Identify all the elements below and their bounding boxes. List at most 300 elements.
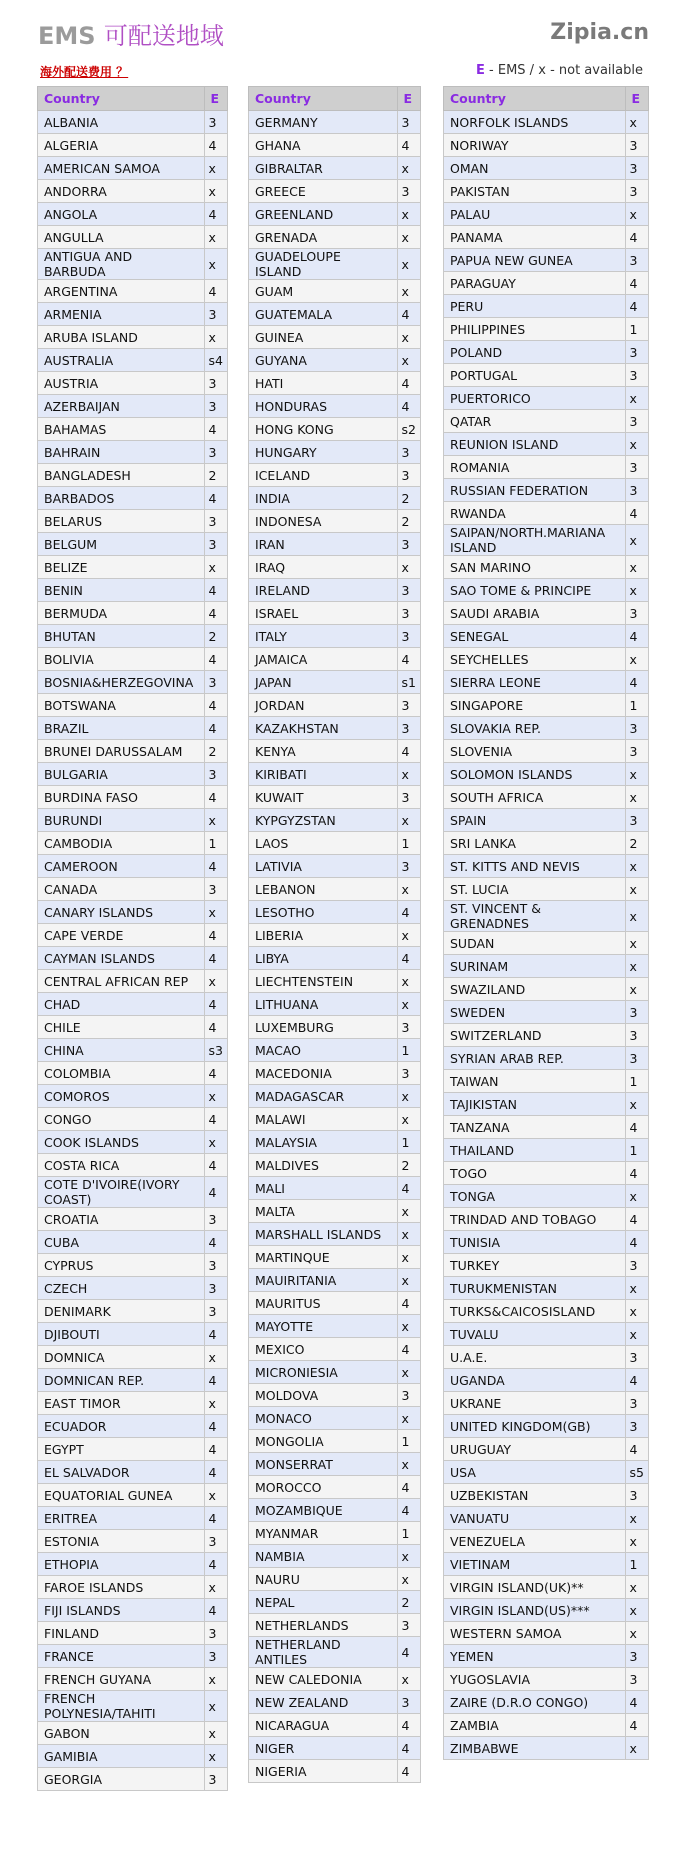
- table-row: [444, 272, 649, 295]
- ems-zone-value: 3: [397, 441, 420, 464]
- ems-zone-value: x: [625, 1622, 648, 1645]
- country-name: ESTONIA: [38, 1530, 205, 1553]
- ems-zone-value: 4: [204, 1438, 227, 1461]
- country-name: SINGAPORE: [444, 694, 626, 717]
- country-name: CHILE: [38, 1016, 205, 1039]
- ems-zone-value: x: [625, 1093, 648, 1116]
- ems-zone-value: 4: [204, 1507, 227, 1530]
- ems-zone-value: x: [397, 249, 420, 280]
- ems-zone-value: 4: [625, 295, 648, 318]
- table-row: [38, 786, 228, 809]
- table-row: [249, 1522, 421, 1545]
- ems-zone-value: 4: [204, 487, 227, 510]
- ems-zone-value: x: [204, 1085, 227, 1108]
- overseas-fee-link[interactable]: 海外配送费用 ？: [40, 65, 129, 79]
- table-row: [38, 1016, 228, 1039]
- table-row: [444, 1185, 649, 1208]
- country-name: PUERTORICO: [444, 387, 626, 410]
- ems-zone-value: x: [204, 970, 227, 993]
- ems-zone-value: 4: [625, 671, 648, 694]
- country-name: HATI: [249, 372, 398, 395]
- country-name: COMOROS: [38, 1085, 205, 1108]
- ems-zone-value: 4: [397, 1499, 420, 1522]
- country-column-header: Country: [38, 87, 205, 111]
- country-name: MONSERRAT: [249, 1453, 398, 1476]
- table-row: [38, 924, 228, 947]
- table-row: [38, 510, 228, 533]
- table-row: [444, 602, 649, 625]
- country-name: DENIMARK: [38, 1300, 205, 1323]
- table-row: [249, 1760, 421, 1783]
- country-name: CANADA: [38, 878, 205, 901]
- ems-zone-value: 3: [397, 464, 420, 487]
- country-name: MAYOTTE: [249, 1315, 398, 1338]
- country-name: CENTRAL AFRICAN REP: [38, 970, 205, 993]
- ems-zone-value: 3: [397, 1614, 420, 1637]
- ems-zone-value: 1: [625, 1070, 648, 1093]
- ems-zone-value: 3: [625, 157, 648, 180]
- ems-zone-value: 4: [397, 1737, 420, 1760]
- ems-zone-value: 3: [397, 533, 420, 556]
- table-row: [444, 1553, 649, 1576]
- country-name: ROMANIA: [444, 456, 626, 479]
- table-row: [249, 349, 421, 372]
- country-name: VIRGIN ISLAND(UK)**: [444, 1576, 626, 1599]
- table-row: [444, 1691, 649, 1714]
- country-name: NAURU: [249, 1568, 398, 1591]
- ems-zone-value: 3: [397, 579, 420, 602]
- table-row: [444, 955, 649, 978]
- country-name: NIGERIA: [249, 1760, 398, 1783]
- country-name: GUYANA: [249, 349, 398, 372]
- country-name: MALI: [249, 1177, 398, 1200]
- ems-zone-value: 3: [397, 717, 420, 740]
- ems-zone-value: x: [397, 1269, 420, 1292]
- ems-zone-value: 1: [625, 694, 648, 717]
- ems-zone-value: x: [204, 157, 227, 180]
- table-row: [444, 855, 649, 878]
- country-name: BURDINA FASO: [38, 786, 205, 809]
- country-name: SYRIAN ARAB REP.: [444, 1047, 626, 1070]
- table-row: [38, 1323, 228, 1346]
- country-name: FRENCH GUYANA: [38, 1668, 205, 1691]
- ems-zone-value: 4: [204, 418, 227, 441]
- country-name: BOLIVIA: [38, 648, 205, 671]
- table-row: [38, 579, 228, 602]
- ems-zone-value: 4: [204, 602, 227, 625]
- country-name: URUGUAY: [444, 1438, 626, 1461]
- country-name: GEORGIA: [38, 1768, 205, 1791]
- ems-zone-value: x: [397, 556, 420, 579]
- ems-zone-value: 3: [204, 372, 227, 395]
- ems-zone-value: x: [625, 1507, 648, 1530]
- table-row: [249, 249, 421, 280]
- country-name: QATAR: [444, 410, 626, 433]
- country-name: ERITREA: [38, 1507, 205, 1530]
- table-row: [38, 878, 228, 901]
- country-name: ARGENTINA: [38, 280, 205, 303]
- table-row: [38, 249, 228, 280]
- table-row: [249, 134, 421, 157]
- country-name: GUAM: [249, 280, 398, 303]
- ems-zone-value: 4: [625, 272, 648, 295]
- table-row: [249, 1737, 421, 1760]
- table-row: [38, 533, 228, 556]
- country-name: ALBANIA: [38, 111, 205, 134]
- ems-zone-value: x: [204, 1131, 227, 1154]
- ems-zone-value: x: [397, 1223, 420, 1246]
- table-row: [38, 901, 228, 924]
- table-row: [38, 602, 228, 625]
- country-name: GREECE: [249, 180, 398, 203]
- country-name: BERMUDA: [38, 602, 205, 625]
- country-name: REUNION ISLAND: [444, 433, 626, 456]
- country-name: EL SALVADOR: [38, 1461, 205, 1484]
- ems-zone-value: 3: [625, 740, 648, 763]
- table-row: [444, 671, 649, 694]
- ems-zone-value: x: [625, 932, 648, 955]
- country-name: PALAU: [444, 203, 626, 226]
- table-row: [444, 318, 649, 341]
- country-name: BOSNIA&HERZEGOVINA: [38, 671, 205, 694]
- table-row: [38, 1484, 228, 1507]
- ems-zone-value: x: [204, 1484, 227, 1507]
- ems-zone-value: x: [397, 326, 420, 349]
- country-name: WESTERN SAMOA: [444, 1622, 626, 1645]
- ems-zone-value: 3: [625, 341, 648, 364]
- country-name: BELGUM: [38, 533, 205, 556]
- table-row: [249, 579, 421, 602]
- table-row: [38, 1277, 228, 1300]
- country-name: BAHRAIN: [38, 441, 205, 464]
- country-name: ALGERIA: [38, 134, 205, 157]
- country-name: GABON: [38, 1722, 205, 1745]
- country-name: BURUNDI: [38, 809, 205, 832]
- country-name: UKRANE: [444, 1392, 626, 1415]
- ems-zone-value: x: [397, 1407, 420, 1430]
- country-name: TOGO: [444, 1162, 626, 1185]
- country-name: ST. VINCENT & GRENADNES: [444, 901, 626, 932]
- table-row: [444, 832, 649, 855]
- country-name: PHILIPPINES: [444, 318, 626, 341]
- ems-zone-value: 3: [625, 410, 648, 433]
- country-name: LATIVIA: [249, 855, 398, 878]
- ems-zone-value: x: [625, 1530, 648, 1553]
- country-name: JORDAN: [249, 694, 398, 717]
- table-row: [38, 1415, 228, 1438]
- country-name: VANUATU: [444, 1507, 626, 1530]
- table-row: [444, 786, 649, 809]
- country-name: COLOMBIA: [38, 1062, 205, 1085]
- country-name: HUNGARY: [249, 441, 398, 464]
- ems-zone-value: 4: [204, 993, 227, 1016]
- ems-zone-value: x: [625, 1576, 648, 1599]
- ems-zone-value: 2: [397, 1154, 420, 1177]
- ems-zone-value: 4: [625, 1438, 648, 1461]
- country-name: CAYMAN ISLANDS: [38, 947, 205, 970]
- ems-zone-value: x: [397, 763, 420, 786]
- legend-e-text: - EMS /: [489, 63, 535, 78]
- country-name: GUATEMALA: [249, 303, 398, 326]
- ems-zone-value: 4: [397, 901, 420, 924]
- country-name: SOUTH AFRICA: [444, 786, 626, 809]
- table-row: [249, 694, 421, 717]
- ems-column-header: E: [397, 87, 420, 111]
- table-row: [249, 1545, 421, 1568]
- table-row: [249, 556, 421, 579]
- ems-zone-value: x: [625, 203, 648, 226]
- table-row: [249, 1668, 421, 1691]
- country-name: IRAN: [249, 533, 398, 556]
- country-name: MOLDOVA: [249, 1384, 398, 1407]
- table-row: [38, 1392, 228, 1415]
- country-name: NEPAL: [249, 1591, 398, 1614]
- country-name: PANAMA: [444, 226, 626, 249]
- table-row: [444, 1576, 649, 1599]
- ems-zone-value: 4: [397, 947, 420, 970]
- table-row: [444, 1484, 649, 1507]
- table-row: [249, 1338, 421, 1361]
- country-name: AZERBAIJAN: [38, 395, 205, 418]
- country-name: NIGER: [249, 1737, 398, 1760]
- country-name: UNITED KINGDOM(GB): [444, 1415, 626, 1438]
- country-name: SPAIN: [444, 809, 626, 832]
- table-row: [249, 1177, 421, 1200]
- country-name: TUNISIA: [444, 1231, 626, 1254]
- country-name: TAIWAN: [444, 1070, 626, 1093]
- country-name: MADAGASCAR: [249, 1085, 398, 1108]
- country-name: MALTA: [249, 1200, 398, 1223]
- country-name: NORFOLK ISLANDS: [444, 111, 626, 134]
- table-row: [444, 249, 649, 272]
- table-row: [249, 157, 421, 180]
- ems-zone-value: 3: [397, 111, 420, 134]
- country-name: NEW ZEALAND: [249, 1691, 398, 1714]
- table-row: [249, 1691, 421, 1714]
- table-row: [38, 349, 228, 372]
- ems-zone-value: 4: [625, 1208, 648, 1231]
- country-name: NETHERLAND ANTILES: [249, 1637, 398, 1668]
- country-name: BELIZE: [38, 556, 205, 579]
- table-row: [444, 1622, 649, 1645]
- ems-zone-value: 3: [397, 625, 420, 648]
- country-name: GAMIBIA: [38, 1745, 205, 1768]
- ems-zone-value: 3: [397, 1384, 420, 1407]
- ems-zone-value: 1: [397, 832, 420, 855]
- country-name: ST. KITTS AND NEVIS: [444, 855, 626, 878]
- table-row: [249, 1108, 421, 1131]
- country-name: TONGA: [444, 1185, 626, 1208]
- ems-zone-value: 4: [397, 303, 420, 326]
- ems-zone-value: x: [204, 1722, 227, 1745]
- country-name: FAROE ISLANDS: [38, 1576, 205, 1599]
- table-row: [38, 556, 228, 579]
- ems-zone-value: 4: [204, 1461, 227, 1484]
- ems-zone-value: 4: [397, 395, 420, 418]
- country-name: HONDURAS: [249, 395, 398, 418]
- ems-zone-value: x: [397, 1200, 420, 1223]
- ems-zone-value: x: [204, 226, 227, 249]
- table-row: [38, 1553, 228, 1576]
- table-row: [444, 1277, 649, 1300]
- ems-zone-value: x: [397, 1108, 420, 1131]
- table-row: [249, 970, 421, 993]
- table-row: [444, 456, 649, 479]
- table-row: [249, 464, 421, 487]
- table-row: [38, 1131, 228, 1154]
- table-row: [38, 180, 228, 203]
- ems-zone-value: 4: [625, 1714, 648, 1737]
- country-name: BRUNEI DARUSSALAM: [38, 740, 205, 763]
- country-name: CYPRUS: [38, 1254, 205, 1277]
- ems-zone-value: 4: [204, 1016, 227, 1039]
- table-row: [249, 1085, 421, 1108]
- table-row: [38, 1599, 228, 1622]
- table-row: [249, 510, 421, 533]
- table-row: [444, 502, 649, 525]
- table-row: [249, 1714, 421, 1737]
- country-name: SLOVAKIA REP.: [444, 717, 626, 740]
- country-name: CROATIA: [38, 1208, 205, 1231]
- table-row: [38, 855, 228, 878]
- table-row: [38, 157, 228, 180]
- country-name: MALAWI: [249, 1108, 398, 1131]
- country-name: LAOS: [249, 832, 398, 855]
- ems-zone-value: x: [625, 878, 648, 901]
- table-row: [38, 1254, 228, 1277]
- table-row: [38, 1177, 228, 1208]
- table-row: [444, 1323, 649, 1346]
- table-row: [38, 1507, 228, 1530]
- ems-zone-value: 3: [204, 1254, 227, 1277]
- country-name: NORIWAY: [444, 134, 626, 157]
- country-name: MONACO: [249, 1407, 398, 1430]
- table-row: [249, 1223, 421, 1246]
- country-name: DOMNICA: [38, 1346, 205, 1369]
- ems-zone-value: s5: [625, 1461, 648, 1484]
- ems-zone-value: 3: [204, 1768, 227, 1791]
- ems-zone-value: 4: [204, 786, 227, 809]
- ems-zone-value: x: [625, 763, 648, 786]
- ems-zone-value: x: [397, 809, 420, 832]
- ems-zone-value: x: [204, 1745, 227, 1768]
- country-name: INDONESA: [249, 510, 398, 533]
- ems-zone-value: 2: [397, 487, 420, 510]
- ems-zone-value: 4: [204, 1369, 227, 1392]
- table-row: [38, 1691, 228, 1722]
- ems-zone-value: x: [625, 786, 648, 809]
- table-row: [38, 1745, 228, 1768]
- table-row: [444, 1047, 649, 1070]
- country-name: BENIN: [38, 579, 205, 602]
- country-table-1: [37, 86, 228, 1791]
- table-row: [444, 740, 649, 763]
- ems-zone-value: x: [397, 157, 420, 180]
- table-row: [38, 1039, 228, 1062]
- ems-zone-value: 2: [204, 464, 227, 487]
- table-row: [38, 1645, 228, 1668]
- table-row: [444, 1001, 649, 1024]
- table-row: [444, 203, 649, 226]
- table-row: [444, 1024, 649, 1047]
- table-row: [249, 203, 421, 226]
- table-row: [249, 533, 421, 556]
- ems-zone-value: x: [625, 901, 648, 932]
- ems-zone-value: 3: [204, 671, 227, 694]
- table-row: [249, 1614, 421, 1637]
- ems-zone-value: 4: [204, 694, 227, 717]
- table-row: [38, 418, 228, 441]
- table-row: [249, 648, 421, 671]
- table-row: [249, 1476, 421, 1499]
- ems-zone-value: 4: [625, 1691, 648, 1714]
- country-name: CONGO: [38, 1108, 205, 1131]
- table-row: [38, 1668, 228, 1691]
- ems-zone-value: 4: [397, 134, 420, 157]
- country-name: JAMAICA: [249, 648, 398, 671]
- table-row: [249, 1292, 421, 1315]
- table-row: [38, 947, 228, 970]
- country-name: SWEDEN: [444, 1001, 626, 1024]
- country-name: ZIMBABWE: [444, 1737, 626, 1760]
- ems-zone-value: 4: [204, 1553, 227, 1576]
- ems-zone-value: 4: [204, 1415, 227, 1438]
- country-name: KAZAKHSTAN: [249, 717, 398, 740]
- country-name: SRI LANKA: [444, 832, 626, 855]
- table-row: [38, 226, 228, 249]
- country-name: VIETINAM: [444, 1553, 626, 1576]
- table-row: [38, 1622, 228, 1645]
- ems-zone-value: x: [397, 203, 420, 226]
- country-name: EAST TIMOR: [38, 1392, 205, 1415]
- ems-zone-value: 4: [397, 1714, 420, 1737]
- table-row: [249, 1016, 421, 1039]
- ems-zone-value: x: [204, 1392, 227, 1415]
- country-name: BANGLADESH: [38, 464, 205, 487]
- table-row: [38, 1768, 228, 1791]
- table-row: [38, 1154, 228, 1177]
- country-name: NEW CALEDONIA: [249, 1668, 398, 1691]
- ems-zone-value: 4: [204, 1108, 227, 1131]
- table-row: [249, 395, 421, 418]
- table-row: [444, 1737, 649, 1760]
- table-row: [38, 970, 228, 993]
- table-row: [444, 978, 649, 1001]
- table-row: [444, 1346, 649, 1369]
- country-name: EQUATORIAL GUNEA: [38, 1484, 205, 1507]
- ems-zone-value: x: [397, 1085, 420, 1108]
- ems-zone-value: 3: [397, 1016, 420, 1039]
- ems-zone-value: 4: [397, 648, 420, 671]
- country-name: ECUADOR: [38, 1415, 205, 1438]
- country-name: MALDIVES: [249, 1154, 398, 1177]
- ems-zone-value: 3: [204, 441, 227, 464]
- country-name: USA: [444, 1461, 626, 1484]
- table-row: [38, 1108, 228, 1131]
- country-name: IRELAND: [249, 579, 398, 602]
- ems-zone-value: 4: [204, 855, 227, 878]
- table-row: [38, 326, 228, 349]
- country-name: PARAGUAY: [444, 272, 626, 295]
- ems-zone-value: 3: [625, 602, 648, 625]
- country-name: LIBYA: [249, 947, 398, 970]
- table-row: [249, 1154, 421, 1177]
- table-row: [444, 410, 649, 433]
- country-name: TAJIKISTAN: [444, 1093, 626, 1116]
- table-row: [444, 341, 649, 364]
- ems-zone-value: 3: [204, 1645, 227, 1668]
- ems-zone-value: x: [397, 1246, 420, 1269]
